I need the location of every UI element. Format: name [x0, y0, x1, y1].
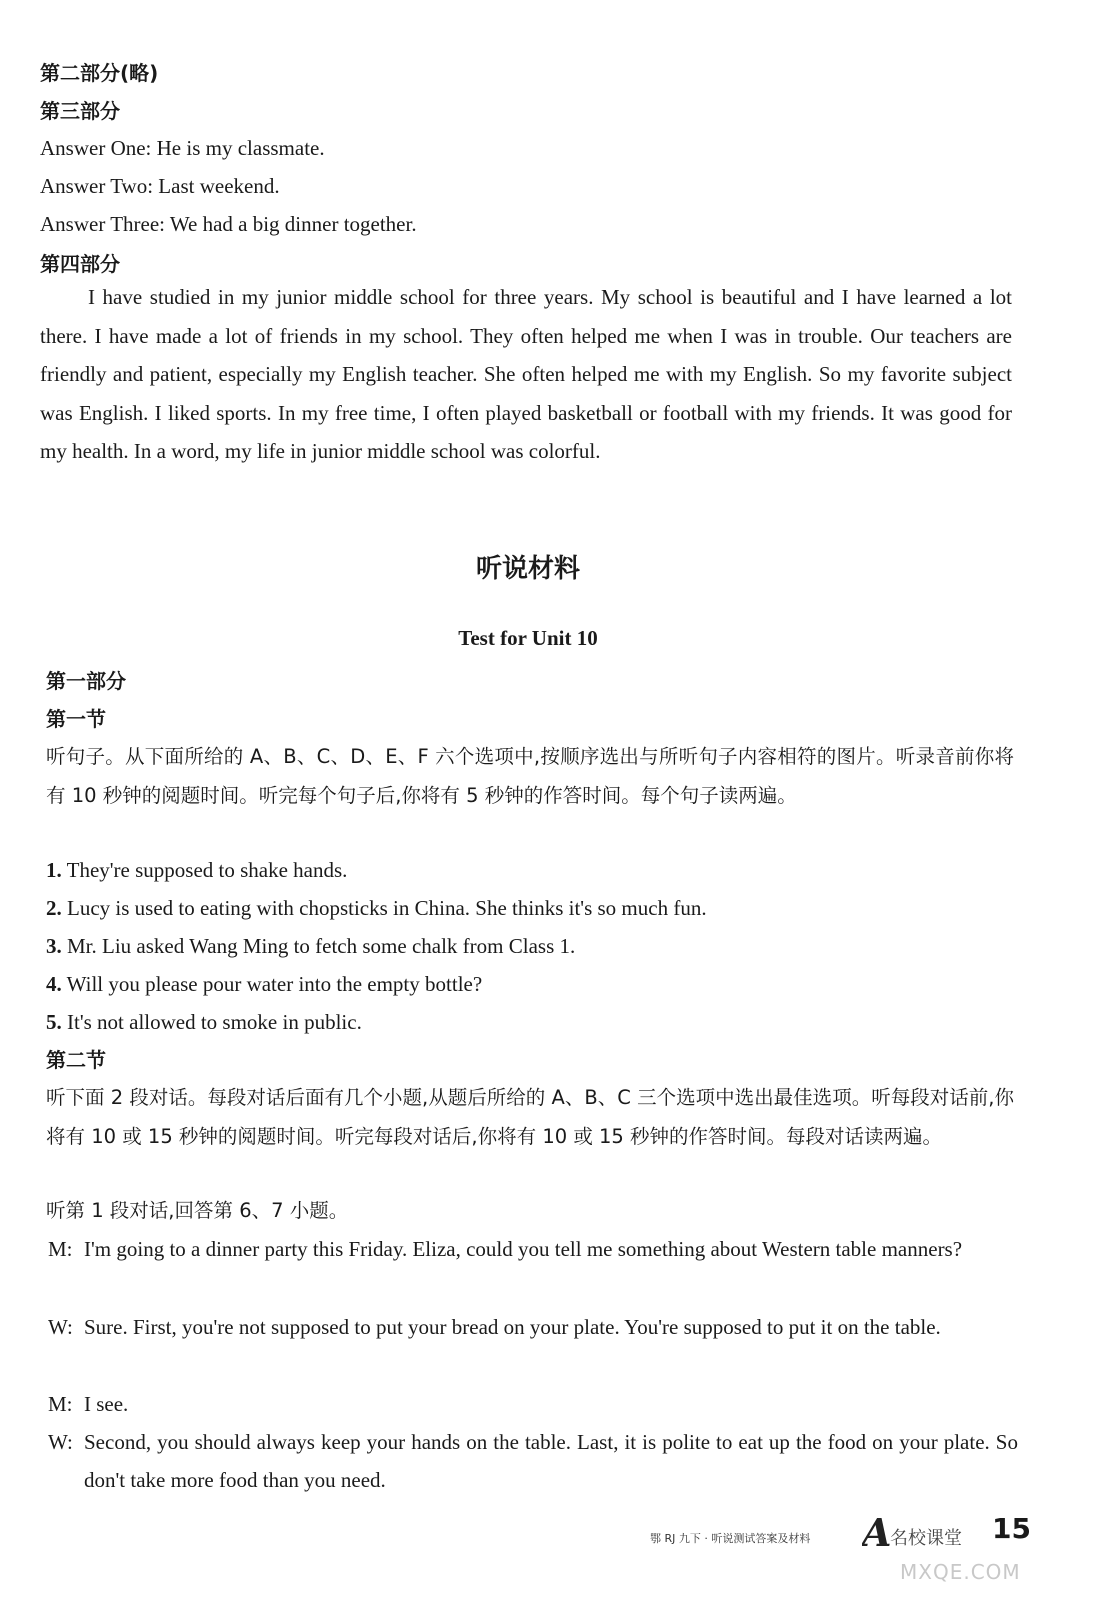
sentence-text: They're supposed to shake hands. [66, 858, 348, 882]
footer-text: 鄂 RJ 九下 · 听说测试答案及材料 [650, 1532, 811, 1545]
sentence-text: Lucy is used to eating with chopsticks in China. She thinks it's so much fun. [67, 896, 707, 920]
brand-name: 名校课堂 [890, 1528, 962, 1549]
svg-text:A: A [862, 1510, 892, 1552]
sentence-text: Mr. Liu asked Wang Ming to fetch some chalk from Class 1. [67, 934, 576, 958]
answer-one: Answer One: He is my classmate. [40, 136, 325, 160]
sentence-item [46, 1009, 362, 1035]
answer-two: Answer Two: Last weekend. [40, 174, 280, 198]
dialog1-intro: 听第 1 段对话,回答第 6、7 小题。 [46, 1199, 349, 1222]
dialog-line [48, 1385, 1018, 1423]
part1-heading: 第一部分 [46, 669, 126, 693]
sentence-item [46, 895, 707, 921]
sec1-instructions: 听句子。从下面所给的 A、B、C、D、E、F 六个选项中,按顺序选出与所听句子内容相符的图片。听录音前你将有 10 秒钟的阅题时间。听完每个句子后,你将有 5 秒钟的作答时间。每个句子读两遍。 [46, 745, 1014, 807]
sentence-text: Will you please pour water into the empty bottle? [66, 972, 483, 996]
speaker-label: M: [48, 1237, 73, 1261]
part3-heading: 第三部分 [40, 99, 120, 123]
dialog-line [48, 1230, 1018, 1268]
answer-three: Answer Three: We had a big dinner together. [40, 212, 417, 236]
sentence-text: It's not allowed to smoke in public. [67, 1010, 362, 1034]
sentence-item [46, 857, 347, 883]
test-title: Test for Unit 10 [458, 626, 598, 650]
page-number: 15 [992, 1512, 1031, 1545]
brand-logo [862, 1510, 1002, 1552]
sentence-item [46, 933, 575, 959]
dialog-line [48, 1308, 1018, 1346]
dialog-line [48, 1423, 1018, 1499]
sec2-heading: 第二节 [46, 1048, 106, 1072]
sentence-number: 4. [46, 972, 62, 996]
speaker-label: M: [48, 1392, 73, 1416]
speaker-label: W: [48, 1315, 73, 1339]
sentence-number: 5. [46, 1010, 62, 1034]
sec2-instructions: 听下面 2 段对话。每段对话后面有几个小题,从题后所给的 A、B、C 三个选项中选出最佳选项。听每段对话前,你将有 10 或 15 秒钟的阅题时间。听完每段对话后,你将有 10 或 15 秒钟的作答时间。每段对话读两遍。 [46, 1086, 1014, 1148]
dialog-text: Sure. First, you're not supposed to put your bread on your plate. You're supposed to put it on the table. [84, 1315, 941, 1339]
sentence-item [46, 971, 482, 997]
watermark: MXQE.COM [900, 1560, 1021, 1584]
essay-paragraph: I have studied in my junior middle school for three years. My school is beautiful and I have learned a lot there. I have made a lot of friends in my school. They often helped me when I was in trouble. Our teachers are friendly and patient, especially my English teacher. She often helped me with my English. So my favorite subject was English. I liked sports. In my free time, I often played basketball or football with my friends. It was good for my health. In a word, my life in junior middle school was colorful. [40, 285, 1012, 463]
part2-heading: 第二部分(略) [40, 61, 159, 85]
dialog-text: Second, you should always keep your hands on the table. Last, it is polite to eat up the food on your plate. So don't take more food than you need. [84, 1430, 1018, 1492]
sentence-number: 1. [46, 858, 62, 882]
sec1-heading: 第一节 [46, 707, 106, 731]
dialog-text: I'm going to a dinner party this Friday. Eliza, could you tell me something about Western table manners? [84, 1237, 963, 1261]
section-title: 听说材料 [475, 554, 580, 584]
sentence-number: 3. [46, 934, 62, 958]
part4-heading: 第四部分 [40, 252, 120, 276]
speaker-label: W: [48, 1430, 73, 1454]
sentence-number: 2. [46, 896, 62, 920]
dialog-text: I see. [84, 1392, 129, 1416]
